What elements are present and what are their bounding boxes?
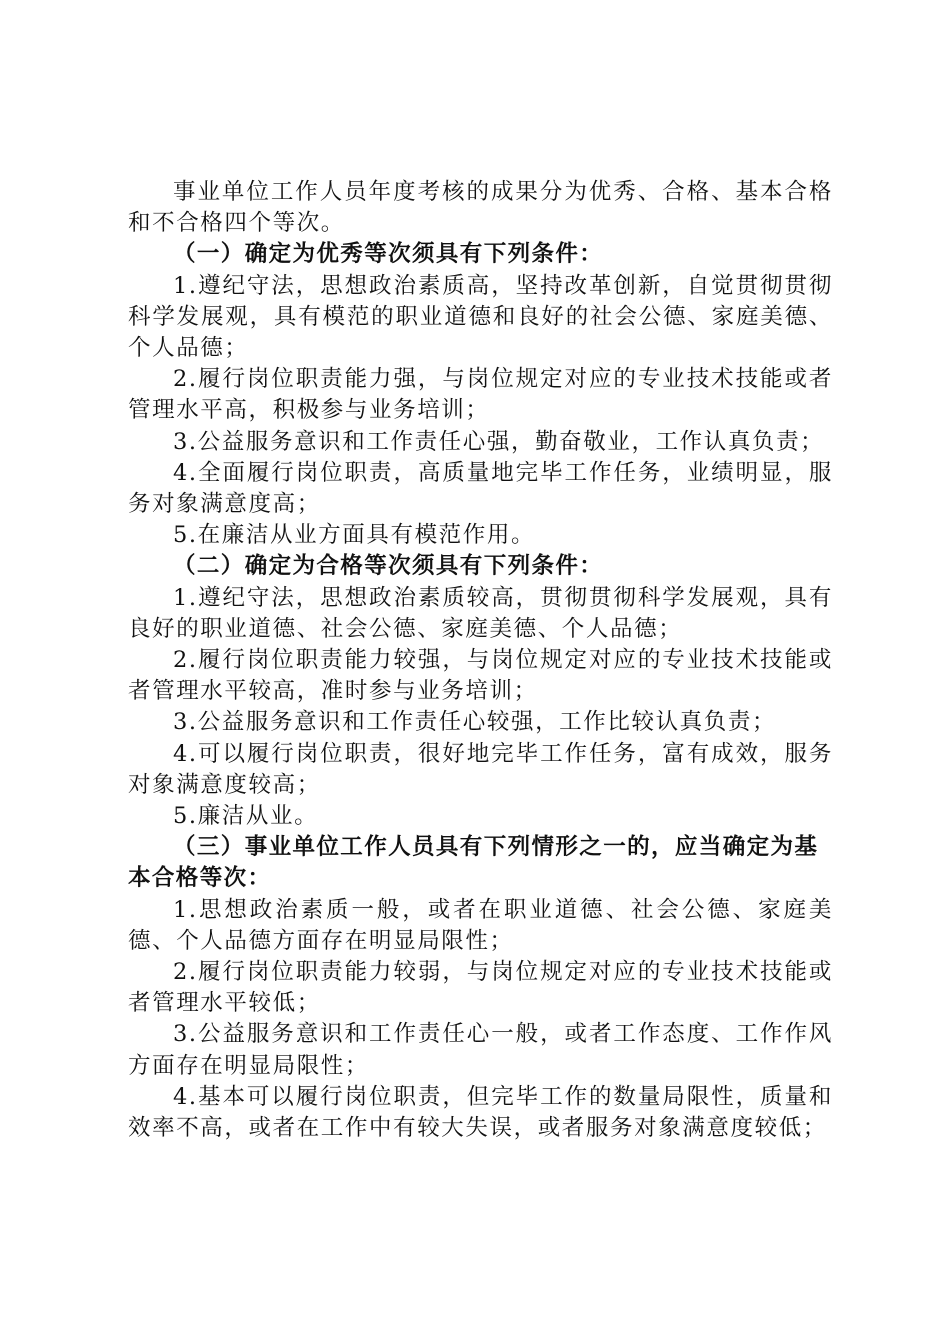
intro-paragraph: 事业单位工作人员年度考核的成果分为优秀、合格、基本合格和不合格四个等次。 [128, 179, 833, 237]
section-1-item-2: 2.履行岗位职责能力强，与岗位规定对应的专业技术技能或者管理水平高，积极参与业务培训； [128, 366, 833, 424]
document-body [128, 177, 833, 1144]
section-3-heading: （三）事业单位工作人员具有下列情形之一的，应当确定为基本合格等次： [128, 834, 819, 892]
section-3-item-3: 3.公益服务意识和工作责任心一般，或者工作态度、工作作风方面存在明显局限性； [128, 1021, 833, 1079]
section-1-heading: （一）确定为优秀等次须具有下列条件： [173, 241, 604, 268]
section-1-item-1: 1.遵纪守法，思想政治素质高，坚持改革创新，自觉贯彻贯彻科学发展观，具有模范的职业道德和良好的社会公德、家庭美德、个人品德； [128, 272, 833, 362]
section-2-item-1: 1.遵纪守法，思想政治素质较高，贯彻贯彻科学发展观，具有良好的职业道德、社会公德、家庭美德、个人品德； [128, 584, 833, 642]
section-3-item-2: 2.履行岗位职责能力较弱，与岗位规定对应的专业技术技能或者管理水平较低； [128, 959, 833, 1017]
section-2-item-3: 3.公益服务意识和工作责任心较强，工作比较认真负责； [173, 709, 777, 736]
section-2-item-4: 4.可以履行岗位职责，很好地完毕工作任务，富有成效，服务对象满意度较高； [128, 740, 833, 798]
section-1-item-5: 5.在廉洁从业方面具有模范作用。 [173, 522, 536, 549]
section-2-item-5: 5.廉洁从业。 [173, 803, 319, 830]
section-3-item-4: 4.基本可以履行岗位职责，但完毕工作的数量局限性，质量和效率不高，或者在工作中有较大失误，或者服务对象满意度较低； [128, 1083, 833, 1142]
section-1-item-3: 3.公益服务意识和工作责任心强，勤奋敬业，工作认真负责； [173, 428, 825, 455]
section-2-item-2: 2.履行岗位职责能力较强，与岗位规定对应的专业技术技能或者管理水平较高，准时参与业务培训； [128, 647, 833, 705]
section-2-heading: （二）确定为合格等次须具有下列条件： [173, 553, 604, 580]
section-3-item-1: 1.思想政治素质一般，或者在职业道德、社会公德、家庭美德、个人品德方面存在明显局限性； [128, 896, 833, 954]
section-1-item-4: 4.全面履行岗位职责，高质量地完毕工作任务，业绩明显，服务对象满意度高； [128, 459, 833, 518]
